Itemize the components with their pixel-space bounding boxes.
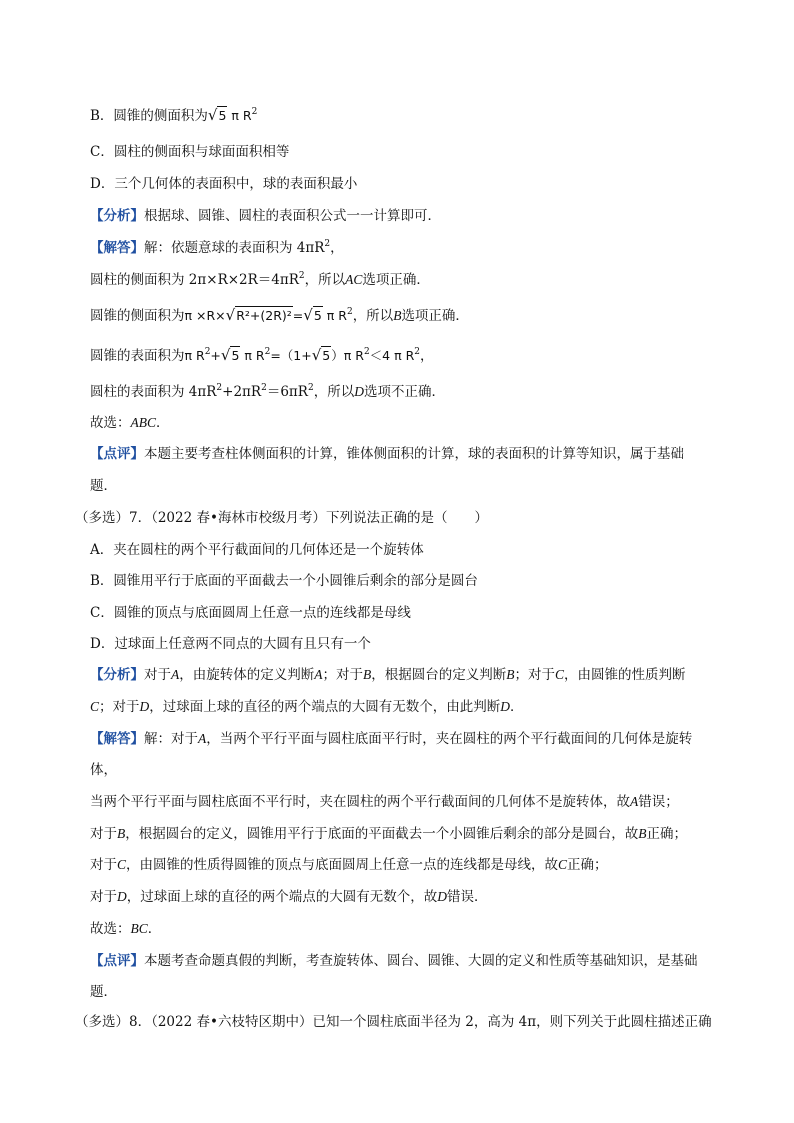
q7-answer-line-6: 对于D，过球面上球的直径的两个端点的大圆有无数个，故D错误． bbox=[90, 889, 488, 905]
q7-comment-line: 【点评】本题考查命题真假的判断，考查旋转体、圆台、圆锥、大圆的定义和性质等基础知识，是基础 bbox=[90, 953, 698, 969]
q7-comment-line-2: 题． bbox=[90, 984, 117, 1000]
option-b-text: B．圆锥的侧面积为 bbox=[90, 108, 208, 124]
q7-answer-line-5: 对于C，由圆锥的性质得圆锥的顶点与底面圆周上任意一点的连线都是母线，故C正确； bbox=[90, 857, 608, 873]
sqrt-5: √5 bbox=[207, 106, 227, 124]
question-8-head: （多选）8．（2022 春•六枝特区期中）已知一个圆柱底面半径为 2，高为 4π，则下列关于此圆柱描述正确 bbox=[75, 1014, 712, 1030]
analysis-line bbox=[90, 206, 441, 226]
choice-line: 故选：ABC． bbox=[90, 415, 170, 431]
q7-option-d: D．过球面上任意两不同点的大圆有且只有一个 bbox=[90, 636, 371, 652]
comment-line bbox=[90, 444, 684, 464]
q7-answer-line-2: 体， bbox=[90, 762, 117, 778]
solution-line-4: 圆柱的表面积为 $4\pi R^2+2\pi R^2=6\pi R^2$，所以D选项不正确． bbox=[90, 383, 445, 400]
solution-line-1: 圆柱的侧面积为 $2\pi\times R\times 2R=4\pi R^2$，所以AC选项正确． bbox=[90, 271, 430, 288]
option-b: B．圆锥的侧面积为√5 π $R^2$ bbox=[90, 106, 258, 124]
q7-answer-line-1: 【解答】解：对于A，当两个平行平面与圆柱底面平行时，夹在圆柱的两个平行截面间的几何体是旋转 bbox=[90, 731, 693, 747]
answer-tag: 【解答】 bbox=[90, 240, 144, 256]
answer-tag: 【解答】 bbox=[90, 731, 144, 747]
comment-line-2: 题． bbox=[90, 478, 117, 494]
q7-analysis-line-1: 【分析】对于A，由旋转体的定义判断A；对于B，根据圆台的定义判断B；对于C，由圆锥的性质判断 bbox=[90, 667, 686, 683]
question-7-head: （多选）7．（2022 春•海林市校级月考）下列说法正确的是（ ） bbox=[75, 510, 488, 526]
q7-option-c: C．圆锥的顶点与底面圆周上任意一点的连线都是母线 bbox=[90, 605, 411, 621]
comment-tag: 【点评】 bbox=[90, 953, 144, 969]
solution-line-2: 圆锥的侧面积为π ×R×√R²+(2R)²=√5 π $R^2$，所以B选项正确． bbox=[90, 306, 469, 324]
analysis-tag: 【分析】 bbox=[90, 208, 144, 224]
q7-answer-line-3: 当两个平行平面与圆柱底面不平行时，夹在圆柱的两个平行截面间的几何体不是旋转体，故A错误； bbox=[90, 794, 679, 810]
analysis-tag: 【分析】 bbox=[90, 667, 144, 683]
option-b-tail: π R bbox=[227, 108, 252, 123]
solution-line-3: 圆锥的表面积为π $R^2+√5$ π $R^2=(1+√5)\pi$ $R^2<4$ π $R^2$， bbox=[90, 346, 434, 364]
q7-answer-line-4: 对于B，根据圆台的定义，圆锥用平行于底面的平面截去一个小圆锥后剩余的部分是圆台，故B正确； bbox=[90, 826, 687, 842]
comment-text: 本题主要考查柱体侧面积的计算，锥体侧面积的计算，球的表面积的计算等知识，属于基础 bbox=[144, 446, 684, 462]
option-d: D．三个几何体的表面积中，球的表面积最小 bbox=[90, 176, 358, 192]
comment-tag: 【点评】 bbox=[90, 446, 144, 462]
option-c: C．圆柱的侧面积与球面面积相等 bbox=[90, 144, 290, 160]
answer-line: 【解答】解：依题意球的表面积为 $4\pi R^2$， bbox=[90, 239, 344, 256]
q7-option-b: B．圆锥用平行于底面的平面截去一个小圆锥后剩余的部分是圆台 bbox=[90, 573, 478, 589]
answer-text: 解：依题意球的表面积为 4πR bbox=[144, 240, 325, 256]
q7-choice-line: 故选：BC． bbox=[90, 921, 162, 937]
q7-option-a: A．夹在圆柱的两个平行截面间的几何体还是一个旋转体 bbox=[90, 542, 424, 558]
q7-analysis-line-2: C；对于D，过球面上球的直径的两个端点的大圆有无数个，由此判断D． bbox=[90, 699, 524, 715]
analysis-text: 根据球、圆锥、圆柱的表面积公式一一计算即可． bbox=[144, 208, 441, 224]
